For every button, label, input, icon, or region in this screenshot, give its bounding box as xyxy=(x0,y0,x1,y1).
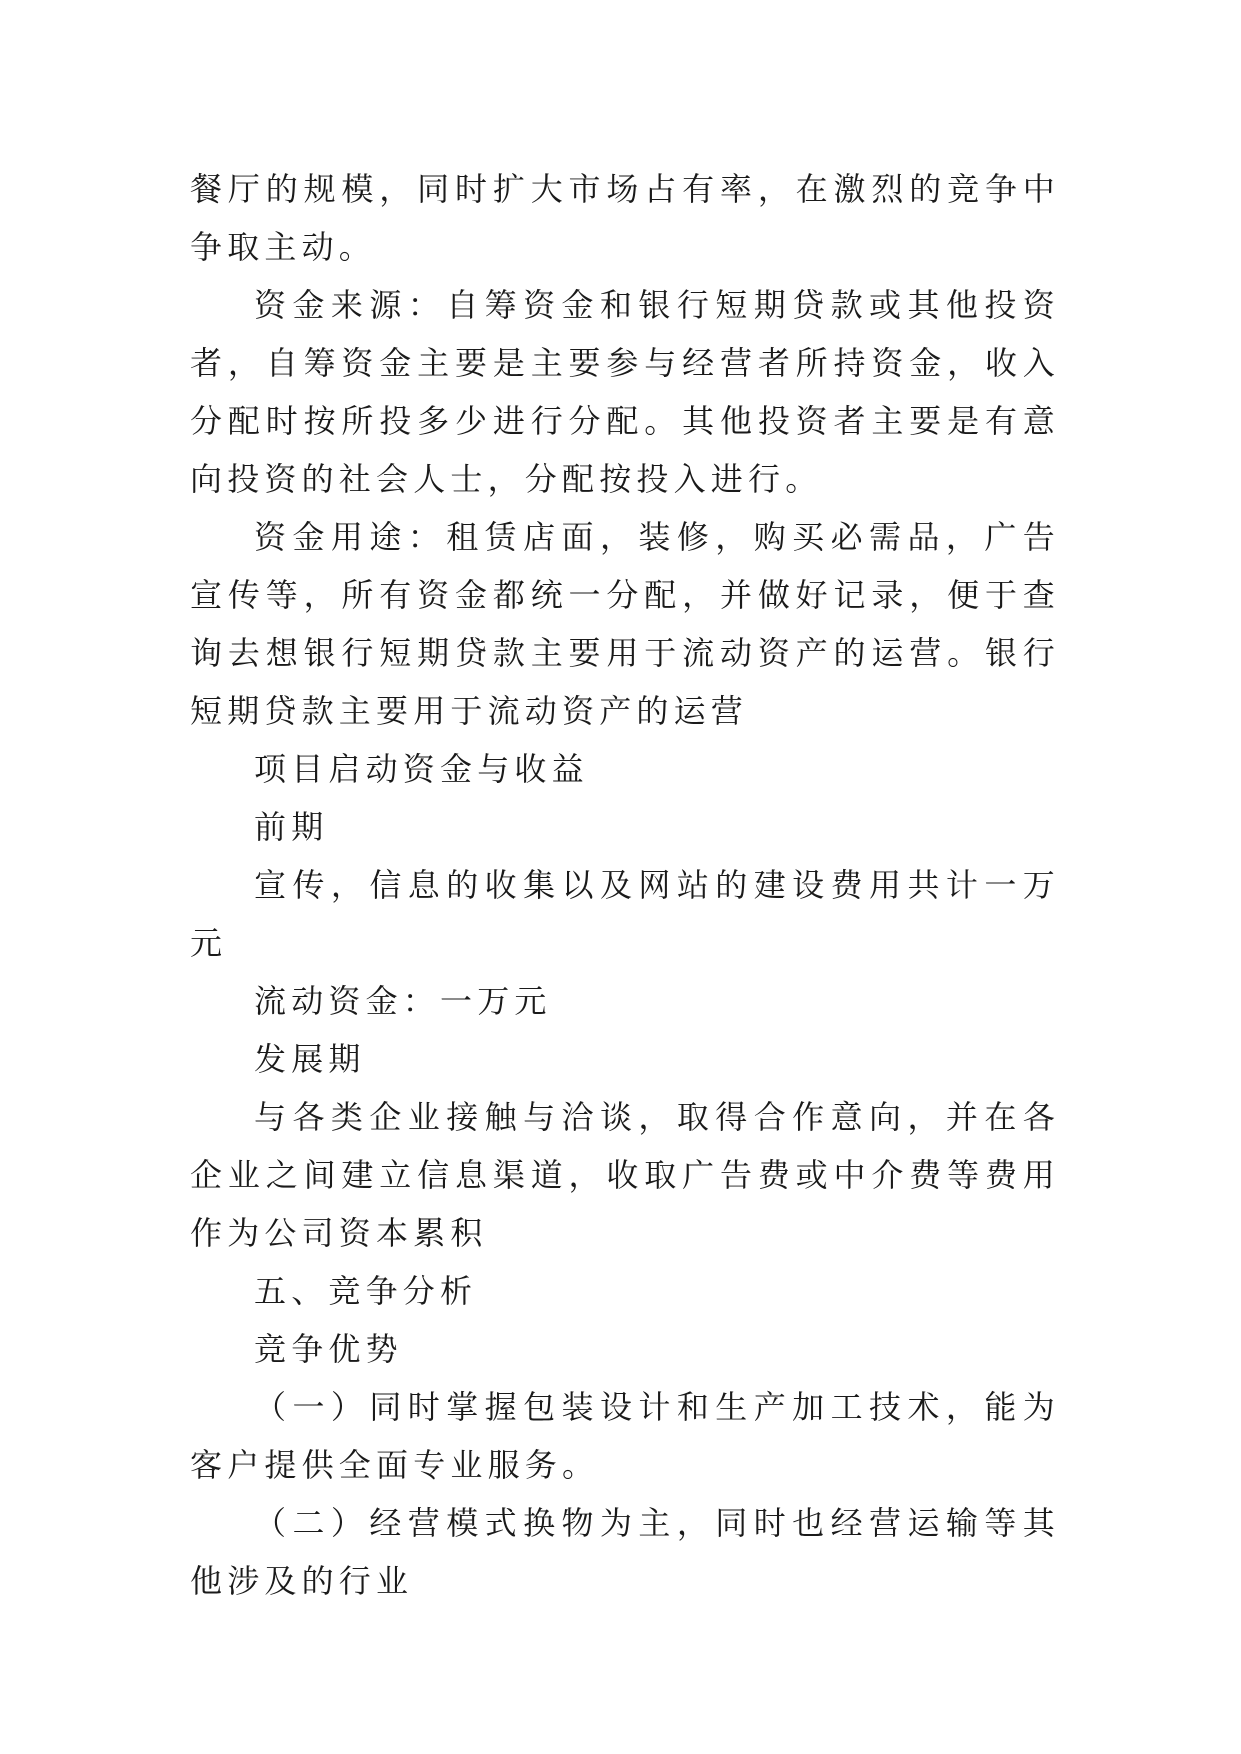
heading-competition-analysis: 五、竞争分析 xyxy=(254,1272,478,1310)
heading-startup-funds: 项目启动资金与收益 xyxy=(254,750,589,788)
heading-competitive-advantage: 竞争优势 xyxy=(254,1330,403,1368)
paragraph-advantage-2: （二）经营模式换物为主，同时也经营运输等其他涉及的行业 xyxy=(190,1504,1060,1600)
paragraph-continuation: 餐厅的规模，同时扩大市场占有率，在激烈的竞争中争取主动。 xyxy=(190,170,1060,266)
paragraph-early-cost: 宣传，信息的收集以及网站的建设费用共计一万元 xyxy=(190,866,1060,962)
paragraph-funding-source: 资金来源：自筹资金和银行短期贷款或其他投资者，自筹资金主要是主要参与经营者所持资金，收入分配时按所投多少进行分配。其他投资者主要是有意向投资的社会人士，分配按投入进行。 xyxy=(190,286,1060,498)
paragraph-advantage-1: （一）同时掌握包装设计和生产加工技术，能为客户提供全面专业服务。 xyxy=(190,1388,1060,1484)
document-body xyxy=(190,160,1060,1610)
heading-early-stage: 前期 xyxy=(254,808,329,846)
paragraph-funding-usage: 资金用途：租赁店面，装修，购买必需品，广告宣传等，所有资金都统一分配，并做好记录，便于查询去想银行短期贷款主要用于流动资产的运营。银行短期贷款主要用于流动资产的运营 xyxy=(190,518,1060,730)
paragraph-growth-plan: 与各类企业接触与洽谈，取得合作意向，并在各企业之间建立信息渠道，收取广告费或中介费等费用作为公司资本累积 xyxy=(190,1098,1060,1252)
heading-growth-stage: 发展期 xyxy=(254,1040,366,1078)
paragraph-working-capital: 流动资金：一万元 xyxy=(254,982,552,1020)
